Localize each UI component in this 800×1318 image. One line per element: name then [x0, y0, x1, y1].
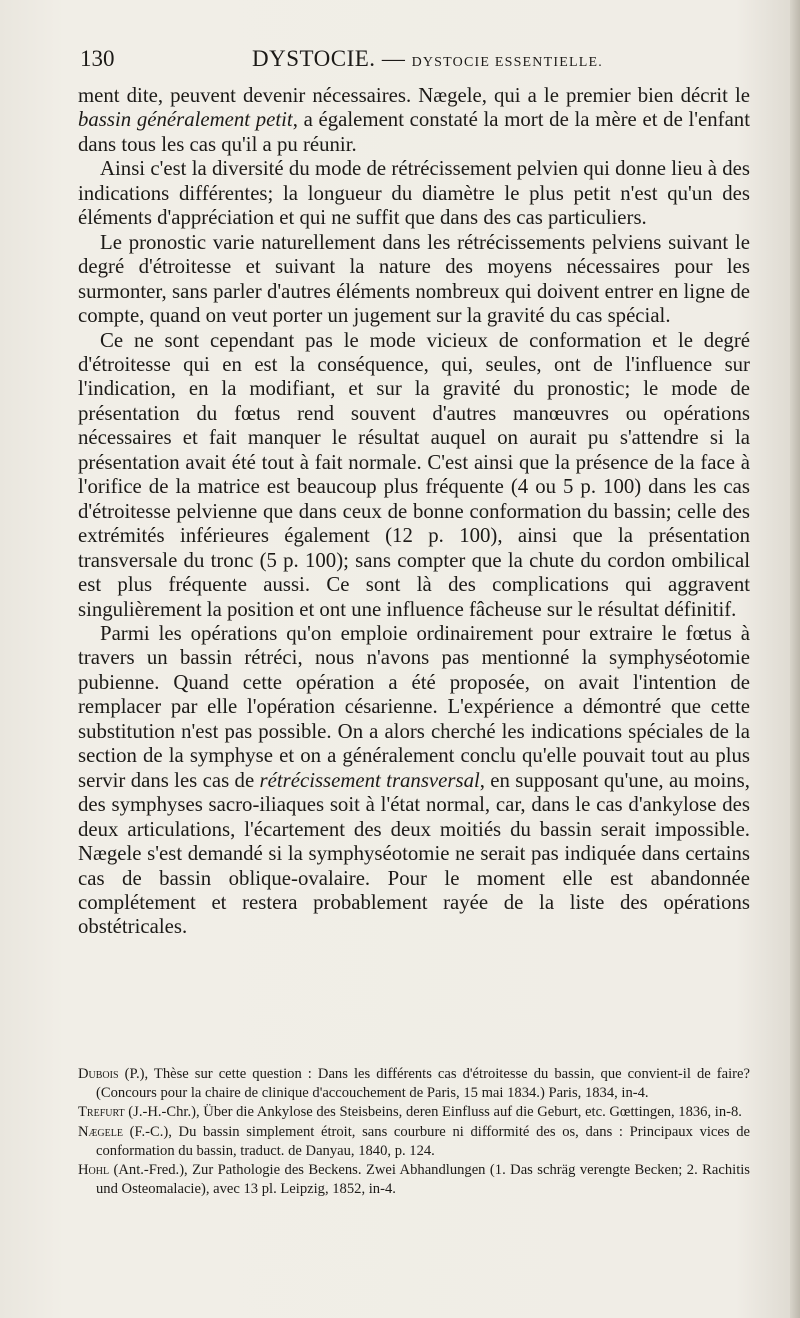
reference-author: Trefurt — [78, 1104, 125, 1121]
page-number: 130 — [80, 46, 115, 71]
reference-text: (J.-H.-Chr.), Über die Ankylose des Steisbeins, deren Einfluss auf die Geburt, etc. Gœttingen, 1836, in-8. — [124, 1104, 742, 1121]
paragraph-5-part-c: , en supposant qu'une, au moins, des symphyses sacro-iliaques soit à l'état normal, car, dans le cas d'ankylose des deux articulations, l'écartement des deux moitiés du bassin serait impossible. Nægele s'est demandé si la symphyséotomie ne serait pas indiquée dans certains cas de bassin oblique-ovalaire. Pour le moment elle est abandonnée complétement et restera probablement rayée de la liste des opérations obstétricales. — [78, 768, 750, 939]
header-subtitle: DYSTOCIE ESSENTIELLE. — [411, 55, 603, 70]
paragraph-5-italic: rétrécissement transversal — [259, 768, 480, 792]
paragraph-5-part-a: Parmi les opérations qu'on emploie ordinairement pour extraire le fœtus à travers un bassin rétréci, nous n'avons pas mentionné la symphyséotomie pubienne. Quand cette opération a été proposée, on avait l'intention de remplacer par elle l'opération césarienne. L'expérience a démontré que cette substitution n'est pas possible. On a alors cherché les indications spéciales de la section de la symphyse et on a généralement conclu qu'elle pouvait tout au plus servir dans les cas de — [78, 621, 750, 792]
running-title — [252, 42, 603, 80]
references — [78, 1065, 750, 1199]
body-text — [78, 84, 750, 940]
paragraph-1-part-c: , a également constaté la mort de la mère et de l'enfant dans tous les cas qu'il a pu réunir. — [78, 108, 750, 156]
reference-entry — [78, 1161, 750, 1199]
header-separator: — — [381, 46, 406, 71]
reference-entry — [78, 1123, 750, 1161]
reference-author: Dubois — [78, 1066, 119, 1082]
paragraph-2: Ainsi c'est la diversité du mode de rétrécissement pelvien qui donne lieu à des indications différentes; la longueur du diamètre le plus petit n'est qu'un des éléments d'appréciation et qui ne suffit que dans des cas particuliers. — [78, 157, 750, 230]
paragraph-5 — [78, 622, 750, 940]
running-header — [80, 42, 750, 76]
paragraph-1 — [78, 84, 750, 157]
paragraph-1-part-a: ment dite, peuvent devenir nécessaires. Nægele, qui a le premier bien décrit le — [78, 84, 750, 107]
reference-author: Hohl — [78, 1162, 110, 1179]
reference-text: (F.-C.), Du bassin simplement étroit, sans courbure ni difformité des os, dans : Principaux vices de conformation du bassin, traduct. de Danyau, 1840, p. 124. — [96, 1123, 750, 1159]
paragraph-3: Le pronostic varie naturellement dans les rétrécissements pelviens suivant le degré d'étroitesse et suivant la nature des moyens nécessaires pour les surmonter, sans parler d'autres éléments nombreux qui doivent entrer en ligne de compte, quand on veut porter un jugement sur la gravité du cas spécial. — [78, 230, 750, 328]
reference-entry — [78, 1103, 750, 1122]
reference-entry — [78, 1065, 750, 1103]
reference-author: Nægele — [78, 1123, 123, 1140]
paragraph-4: Ce ne sont cependant pas le mode vicieux de conformation et le degré d'étroitesse qui en est la conséquence, qui, seules, ont de l'influence sur l'indication, en la modifiant, et sur la gravité du pronostic; le mode de présentation du fœtus rend souvent d'autres manœuvres ou opérations nécessaires et fait manquer le résultat auquel on aurait pu s'attendre si la présentation avait été tout à fait normale. C'est ainsi que la présence de la face à l'orifice de la matrice est beaucoup plus fréquente (4 ou 5 p. 100) dans les cas d'étroitesse pelvienne que dans ceux de bonne conformation du bassin; celle des extrémités inférieures également (12 p. 100), ainsi que la présentation transversale du tronc (5 p. 100); sans compter que la chute du cordon ombilical est plus fréquente aussi. Ce sont là des complications qui aggravent singulièrement la position et ont une influence fâcheuse sur le résultat définitif. — [78, 328, 750, 621]
header-title: DYSTOCIE. — [252, 46, 376, 71]
paragraph-1-italic: bassin généralement petit — [78, 108, 293, 132]
reference-text: (Ant.-Fred.), Zur Pathologie des Beckens. Zwei Abhandlungen (1. Das schräg verengte Becken; 2. Rachitis und Osteomalacie), avec 13 pl. Leipzig, 1852, in-4. — [96, 1162, 750, 1198]
reference-text: (P.), Thèse sur cette question : Dans les différents cas d'étroitesse du bassin, que convient-il de faire? (Concours pour la chaire de clinique d'accouchement de Paris, 15 mai 1834.) Paris, 1834, in-4. — [96, 1066, 750, 1102]
page-edge — [790, 0, 800, 1318]
